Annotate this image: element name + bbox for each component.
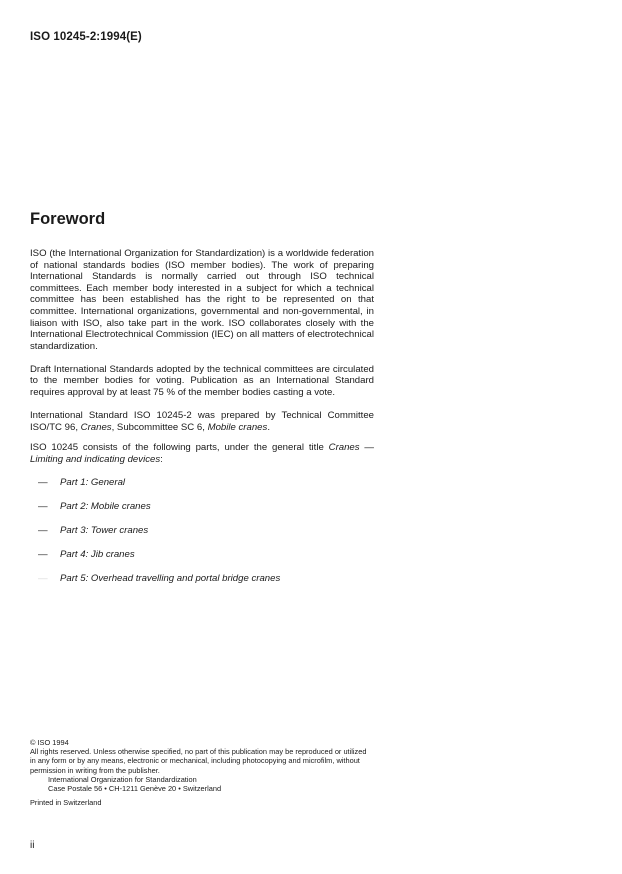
foreword-heading: Foreword	[30, 210, 106, 228]
part-title: Part 4: Jib cranes	[60, 549, 135, 561]
list-item	[38, 477, 374, 489]
copyright-block	[30, 738, 374, 807]
prepared-by-prefix: International Standard ISO 10245-2 was prepared by Technical Committee ISO/TC 96,	[30, 410, 374, 433]
tc-title: Cranes	[80, 421, 112, 433]
foreword-body	[30, 248, 374, 597]
part-title: Part 3: Tower cranes	[60, 525, 149, 537]
dash-bullet: —	[38, 477, 48, 488]
page-number: ii	[30, 840, 35, 851]
list-item	[38, 525, 374, 537]
dash-bullet: —	[38, 501, 48, 513]
dash-bullet: —	[38, 525, 48, 537]
part-title: Part 5: Overhead travelling and portal bridge cranes	[60, 573, 281, 585]
list-item	[38, 501, 374, 513]
part-title: Part 1: General	[60, 477, 126, 488]
list-item	[38, 549, 374, 561]
paragraph-iso-overview: ISO (the International Organization for Standardization) is a worldwide federation of national standards bodies (ISO member bodies). The work of preparing International Standards is normally carried out through ISO technical committees. Each member body interested in a subject for which a technical committee has been established has the right to be represented on that committee. International organizations, governmental and non-governmental, in liaison with ISO, also take part in the work. ISO collaborates closely with the International Electrotechnical Commission (IEC) on all matters of electrotechnical standardization.	[30, 248, 374, 352]
prepared-by-suffix: .	[267, 421, 270, 433]
paragraph-prepared-by	[30, 410, 374, 433]
dash-bullet: —	[38, 549, 48, 561]
parts-intro-suffix: :	[160, 453, 163, 465]
list-item	[38, 573, 374, 585]
sc-title: Mobile cranes	[207, 421, 268, 433]
printed-in: Printed in Switzerland	[30, 798, 102, 808]
dash-bullet: —	[38, 573, 48, 585]
publisher-address: Case Postale 56 • CH-1211 Genève 20 • Switzerland	[48, 784, 222, 794]
document-id-header: ISO 10245-2:1994(E)	[30, 31, 142, 43]
publisher-name: International Organization for Standardization	[48, 774, 197, 784]
part-title: Part 2: Mobile cranes	[60, 501, 151, 513]
rights-notice: All rights reserved. Unless otherwise specified, no part of this publication may be reproduced or utilized in any form or by any means, electronic or mechanical, including photocopying and microfilm, without permission in writing from the publisher.	[30, 747, 367, 775]
paragraph-draft-standards: Draft International Standards adopted by the technical committees are circulated to the member bodies for voting. Publication as an International Standard requires approval by at least 75 % of the member bodies casting a vote.	[30, 363, 374, 399]
parts-intro-text: ISO 10245 consists of the following parts, under the general title	[30, 442, 329, 454]
copyright-line: © ISO 1994	[30, 738, 69, 747]
parts-list	[30, 477, 374, 585]
prepared-by-middle: , Subcommittee SC 6,	[111, 421, 208, 433]
paragraph-parts-intro	[30, 442, 374, 465]
general-title: Cranes — Limiting and indicating devices	[30, 442, 375, 465]
